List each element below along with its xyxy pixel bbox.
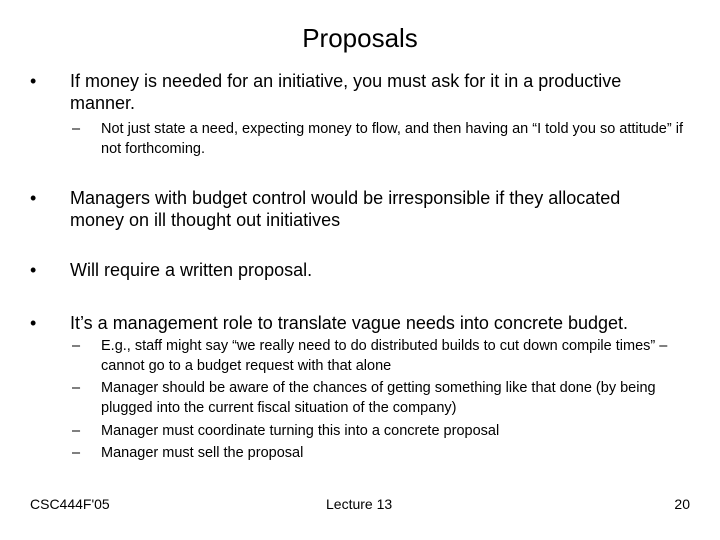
dash-icon: – bbox=[72, 121, 81, 137]
footer-lecture: Lecture 13 bbox=[326, 496, 393, 512]
dash-icon: – bbox=[72, 338, 81, 354]
sub-bullet-text: Manager should be aware of the chances of getting something like that done (by being plugged into the current fiscal situation of the company) bbox=[101, 380, 656, 416]
bullet-text: Will require a written proposal. bbox=[70, 260, 313, 280]
bullet-icon: • bbox=[30, 313, 37, 333]
slide-title: Proposals bbox=[302, 23, 418, 53]
bullet-text: It’s a management role to translate vague needs into concrete budget. bbox=[70, 313, 629, 333]
bullet-icon: • bbox=[30, 71, 37, 91]
bullet-icon: • bbox=[30, 188, 37, 208]
bullet-icon: • bbox=[30, 260, 37, 280]
dash-icon: – bbox=[72, 423, 81, 439]
dash-icon: – bbox=[72, 445, 81, 461]
sub-bullet-text: Manager must coordinate turning this into a concrete proposal bbox=[101, 423, 500, 439]
dash-icon: – bbox=[72, 380, 81, 396]
sub-bullet-text: E.g., staff might say “we really need to do distributed builds to cut down compile times” – cannot go to a budget request with that alone bbox=[101, 338, 668, 374]
sub-bullet-text: Not just state a need, expecting money to flow, and then having an “I told you so attitude” if not forthcoming. bbox=[101, 121, 683, 157]
footer-page-number: 20 bbox=[674, 496, 690, 512]
sub-bullet-text: Manager must sell the proposal bbox=[101, 445, 304, 461]
footer-course: CSC444F'05 bbox=[30, 496, 110, 512]
bullet-text: Managers with budget control would be irresponsible if they allocated money on ill thought out initiatives bbox=[70, 188, 621, 230]
bullet-text: If money is needed for an initiative, you must ask for it in a productive manner. bbox=[70, 71, 622, 113]
